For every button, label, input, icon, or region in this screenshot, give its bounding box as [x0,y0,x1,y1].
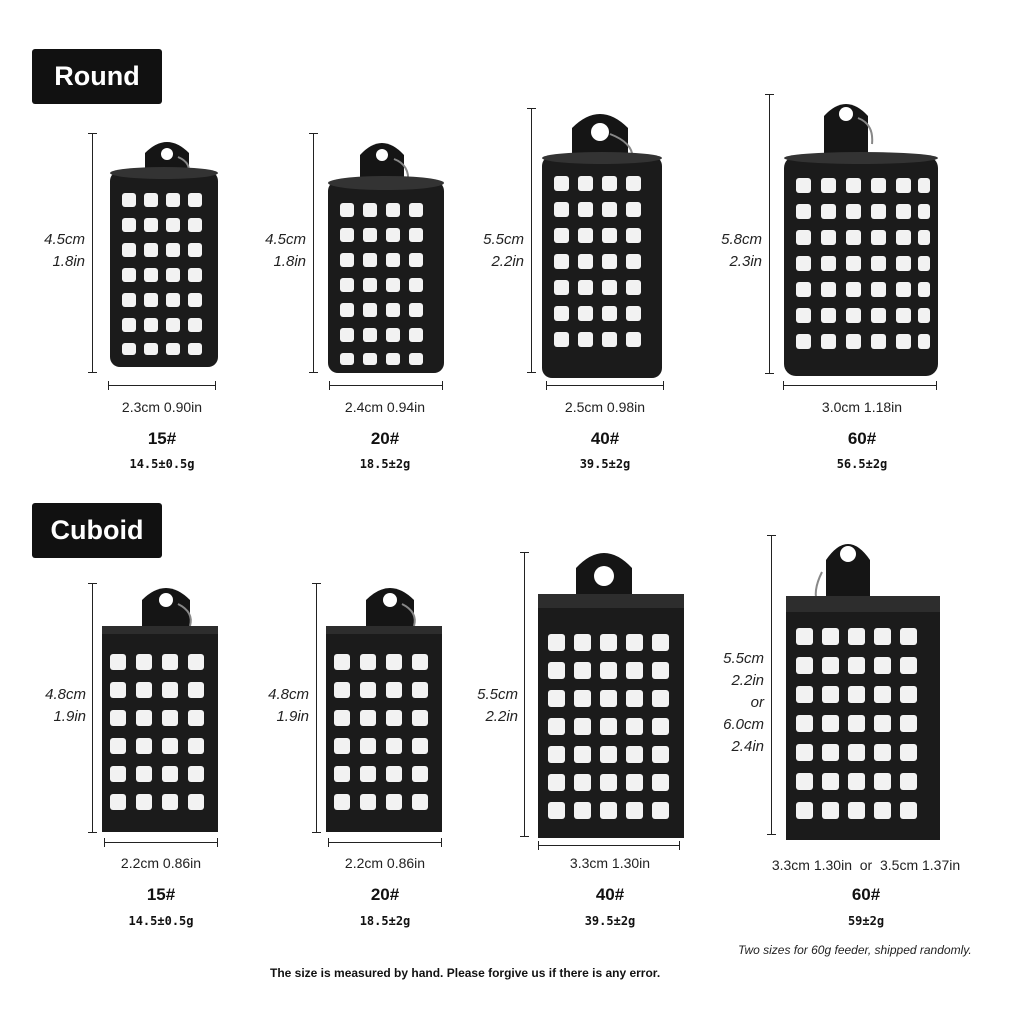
height-dimension-line [524,552,525,837]
model-number: 15# [146,885,176,904]
cuboid-feeder-image [534,542,692,840]
weight-label: 18.5±2g [359,457,411,471]
height-label: 4.8cm 1.9in [45,686,86,725]
height-dimension-line [92,133,93,373]
width-dimension-line [328,842,442,843]
round-section-label: Round [32,49,162,104]
width-label: 2.2cm 0.86in [120,855,202,871]
cuboid-feeder-image [98,578,226,836]
width-label: 2.5cm 0.98in [564,399,646,415]
width-label: 3.3cm 1.30in or 3.5cm 1.37in [771,857,961,873]
width-dimension-line [104,842,218,843]
weight-label: 56.5±2g [836,457,888,471]
cuboid-feeder-image [322,578,450,836]
height-label: 4.5cm 1.8in [44,231,85,270]
width-dimension-line [546,385,664,386]
height-dimension-line [313,133,314,373]
footer-disclaimer: The size is measured by hand. Please forgive us if there is any error. [270,966,661,980]
round-feeder-image [100,133,225,373]
height-label: 5.8cm 2.3in [721,231,762,270]
width-label: 3.0cm 1.18in [821,399,903,415]
height-label: 4.5cm 1.8in [265,231,306,270]
model-number: 40# [595,885,625,904]
height-dimension-line [92,583,93,833]
width-dimension-line [538,845,680,846]
model-number: 60# [847,429,877,448]
model-number: 20# [370,885,400,904]
height-label: 5.5cm 2.2in or 6.0cm 2.4in [723,650,764,755]
height-dimension-line [771,535,772,835]
height-label: 5.5cm 2.2in [483,231,524,270]
cuboid-section-label: Cuboid [32,503,162,558]
height-dimension-line [531,108,532,373]
round-feeder-image [318,133,448,378]
width-label: 3.3cm 1.30in [569,855,651,871]
height-dimension-line [316,583,317,833]
height-label: 5.5cm 2.2in [477,686,518,725]
weight-label: 14.5±0.5g [128,914,194,928]
sizing-note: Two sizes for 60g feeder, shipped randomly. [738,943,972,957]
round-feeder-image [536,104,668,380]
cuboid-feeder-image [782,532,946,844]
weight-label: 39.5±2g [584,914,636,928]
model-number: 20# [370,429,400,448]
width-dimension-line [783,385,937,386]
width-label: 2.2cm 0.86in [344,855,426,871]
height-label: 4.8cm 1.9in [268,686,309,725]
weight-label: 18.5±2g [359,914,411,928]
weight-label: 59±2g [847,914,885,928]
model-number: 40# [590,429,620,448]
height-dimension-line [769,94,770,374]
width-dimension-line [329,385,443,386]
model-number: 60# [851,885,881,904]
width-label: 2.4cm 0.94in [344,399,426,415]
weight-label: 14.5±0.5g [129,457,195,471]
model-number: 15# [147,429,177,448]
weight-label: 39.5±2g [579,457,631,471]
width-dimension-line [108,385,216,386]
width-label: 2.3cm 0.90in [121,399,203,415]
round-feeder-image [778,94,943,380]
